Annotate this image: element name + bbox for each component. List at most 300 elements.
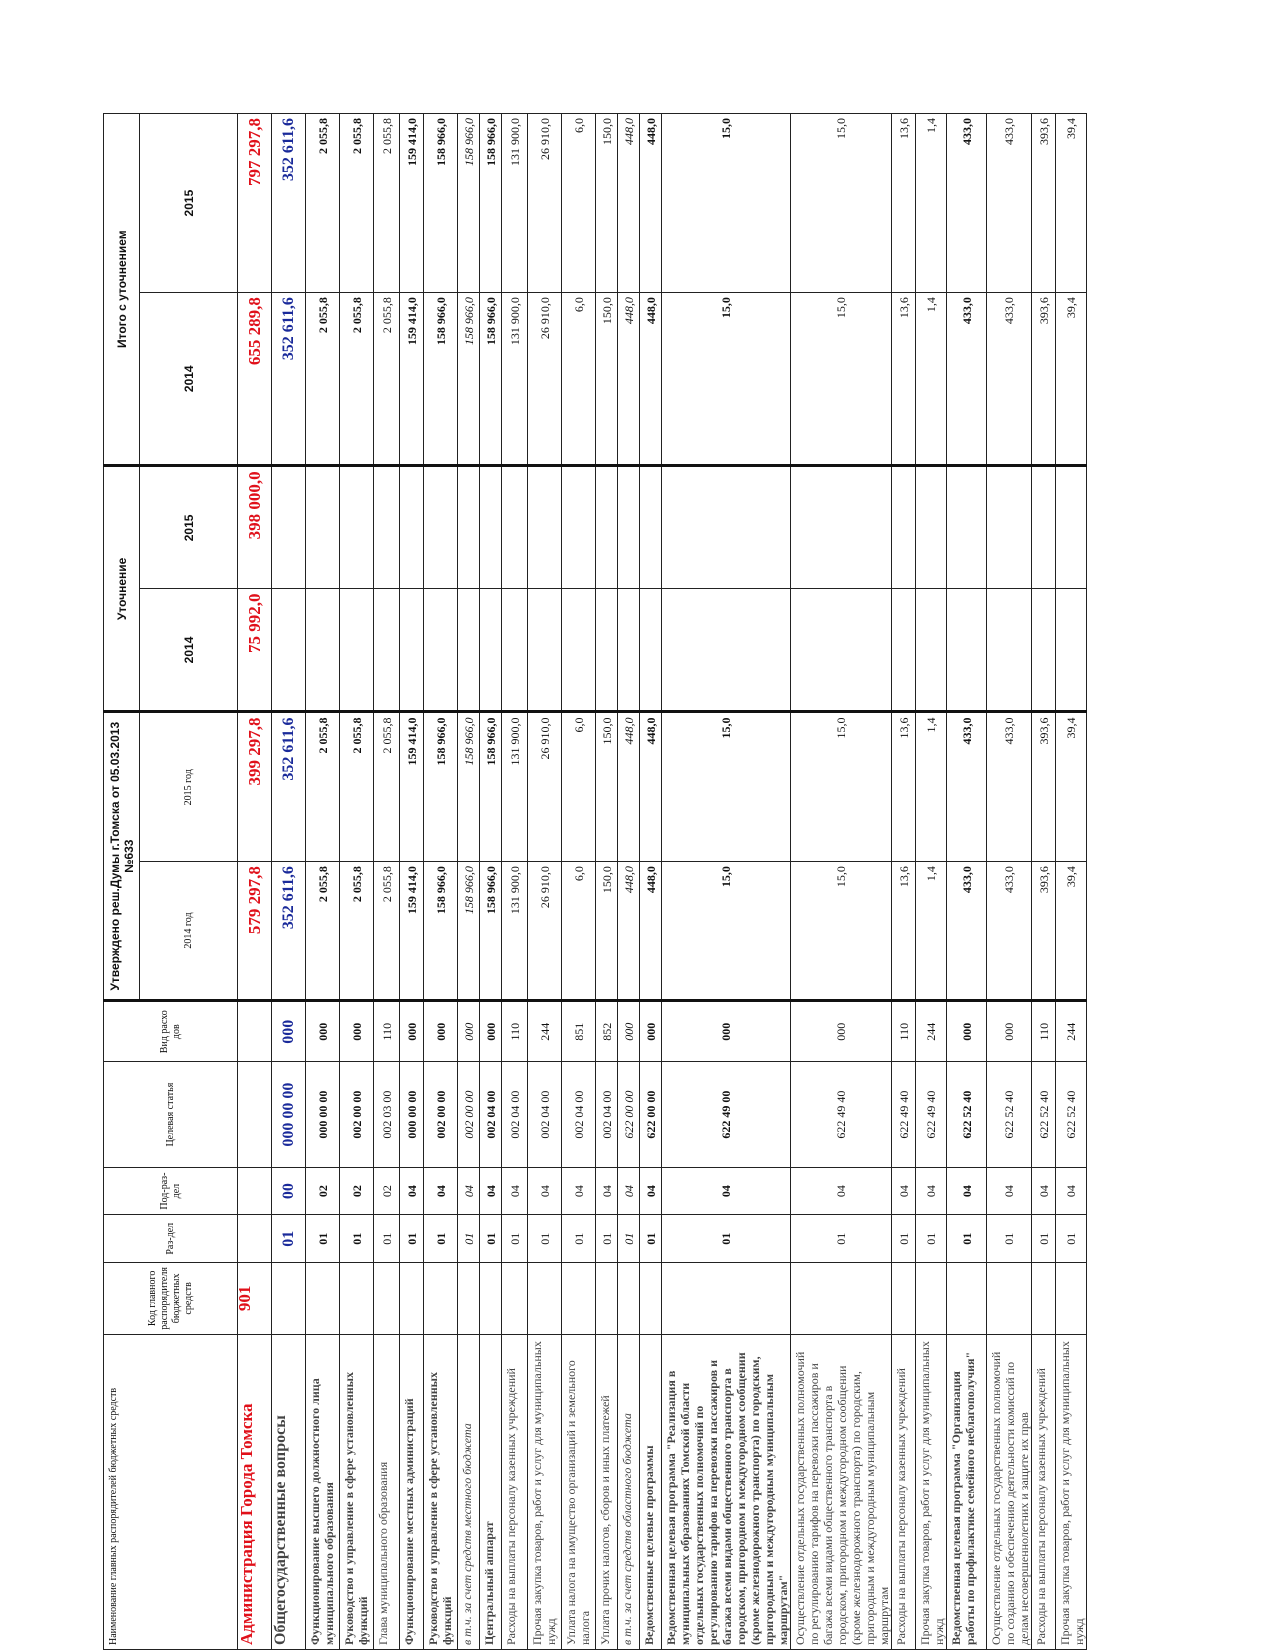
table-row [662, 114, 791, 1650]
cell-c2014 [662, 589, 791, 712]
cell-t2015: 393,6 [1032, 114, 1056, 293]
cell-t2014: 13,6 [892, 293, 916, 466]
cell-razdel: 01 [916, 1215, 947, 1263]
cell-name: в т.ч. за счет средств областного бюджета [618, 1334, 640, 1649]
cell-name: Руководство и управление в сфере установленных функций [424, 1334, 458, 1649]
cell-code [662, 1263, 791, 1335]
cell-podrazdel: 04 [662, 1167, 791, 1215]
cell-c2015: 398 000,0 [238, 466, 272, 589]
cell-t2014: 2 055,8 [340, 293, 374, 466]
cell-t2014: 150,0 [596, 293, 618, 466]
cell-razdel: 01 [480, 1215, 502, 1263]
cell-name: Расходы на выплаты персоналу казенных учреждений [502, 1334, 528, 1649]
cell-t2014: 159 414,0 [400, 293, 424, 466]
cell-c2014 [480, 589, 502, 712]
cell-podrazdel: 04 [424, 1167, 458, 1215]
cell-razdel: 01 [947, 1215, 987, 1263]
table-row [640, 114, 662, 1650]
cell-a2014: 448,0 [618, 862, 640, 1001]
cell-tsel: 622 52 40 [947, 1062, 987, 1167]
cell-t2015: 1,4 [916, 114, 947, 293]
cell-podrazdel: 04 [892, 1167, 916, 1215]
cell-c2014 [618, 589, 640, 712]
cell-c2015 [272, 466, 306, 589]
cell-vid: 000 [987, 1000, 1032, 1061]
cell-c2014 [791, 589, 892, 712]
cell-c2014 [1056, 589, 1087, 712]
cell-tsel: 002 04 00 [596, 1062, 618, 1167]
header-approved-2014: 2014 год [140, 862, 238, 1001]
cell-tsel: 002 04 00 [528, 1062, 562, 1167]
cell-t2014: 158 966,0 [458, 293, 480, 466]
cell-razdel: 01 [306, 1215, 340, 1263]
cell-code [987, 1263, 1032, 1335]
cell-a2015: 433,0 [947, 712, 987, 862]
cell-tsel: 002 04 00 [502, 1062, 528, 1167]
cell-a2014: 158 966,0 [424, 862, 458, 1001]
cell-tsel: 000 00 00 [306, 1062, 340, 1167]
table-row [528, 114, 562, 1650]
table-row [987, 114, 1032, 1650]
cell-podrazdel: 02 [340, 1167, 374, 1215]
cell-podrazdel: 04 [562, 1167, 596, 1215]
cell-tsel: 622 52 40 [1056, 1062, 1087, 1167]
cell-a2014: 433,0 [947, 862, 987, 1001]
table-row [238, 114, 272, 1650]
cell-name: Уплата налога на имущество организаций и земельного налога [562, 1334, 596, 1649]
cell-vid: 000 [791, 1000, 892, 1061]
cell-razdel: 01 [892, 1215, 916, 1263]
cell-t2015: 448,0 [618, 114, 640, 293]
table-row [400, 114, 424, 1650]
cell-c2014 [306, 589, 340, 712]
cell-a2014: 393,6 [1032, 862, 1056, 1001]
header-name: Наименование главных распорядителей бюджетных средств [104, 1334, 238, 1649]
cell-c2015 [400, 466, 424, 589]
cell-razdel: 01 [340, 1215, 374, 1263]
table-row [618, 114, 640, 1650]
cell-a2014: 39,4 [1056, 862, 1087, 1001]
table-row [340, 114, 374, 1650]
cell-a2015: 158 966,0 [458, 712, 480, 862]
cell-vid: 000 [640, 1000, 662, 1061]
cell-razdel: 01 [791, 1215, 892, 1263]
cell-name: Ведомственная целевая программа "Реализация в муниципальных образованиях Томской области отдельных государственных полномочий по регулированию тарифов на перевозки пассажиров и багажа всеми видами общественного транспорта в городском, пригородном и междугородном сообщении (кроме железнодорожного транспорта) по городским, пригородным и междугородным муниципальным маршрутам" [662, 1334, 791, 1649]
header-tsel: Целевая статья [104, 1062, 238, 1167]
cell-t2015: 448,0 [640, 114, 662, 293]
cell-vid: 000 [618, 1000, 640, 1061]
cell-c2014 [1032, 589, 1056, 712]
cell-c2014 [640, 589, 662, 712]
cell-a2015: 6,0 [562, 712, 596, 862]
cell-a2014: 2 055,8 [374, 862, 400, 1001]
cell-name: Общегосударственные вопросы [272, 1334, 306, 1649]
cell-a2015: 15,0 [662, 712, 791, 862]
table-row [480, 114, 502, 1650]
cell-a2014: 13,6 [892, 862, 916, 1001]
cell-razdel: 01 [374, 1215, 400, 1263]
cell-t2014: 131 900,0 [502, 293, 528, 466]
cell-vid: 244 [528, 1000, 562, 1061]
cell-c2014 [400, 589, 424, 712]
cell-c2015 [791, 466, 892, 589]
table-row [306, 114, 340, 1650]
cell-t2015: 15,0 [662, 114, 791, 293]
cell-a2014: 159 414,0 [400, 862, 424, 1001]
cell-podrazdel: 00 [272, 1167, 306, 1215]
cell-code [480, 1263, 502, 1335]
budget-sheet [103, 113, 1275, 1650]
cell-c2015 [424, 466, 458, 589]
cell-name: Прочая закупка товаров, работ и услуг для муниципальных нужд [528, 1334, 562, 1649]
cell-a2014: 131 900,0 [502, 862, 528, 1001]
cell-c2014: 75 992,0 [238, 589, 272, 712]
cell-a2015: 15,0 [791, 712, 892, 862]
table-row [947, 114, 987, 1650]
cell-a2014: 15,0 [791, 862, 892, 1001]
cell-razdel: 01 [562, 1215, 596, 1263]
header-approved: Утверждено реш.Думы г.Томска от 05.03.2013 №633 [104, 712, 140, 1000]
cell-a2014: 6,0 [562, 862, 596, 1001]
cell-vid [238, 1000, 272, 1061]
cell-name: Руководство и управление в сфере установленных функций [340, 1334, 374, 1649]
cell-razdel: 01 [272, 1215, 306, 1263]
cell-c2015 [892, 466, 916, 589]
table-row [374, 114, 400, 1650]
cell-a2014: 448,0 [640, 862, 662, 1001]
cell-c2014 [424, 589, 458, 712]
cell-code [400, 1263, 424, 1335]
cell-t2015: 26 910,0 [528, 114, 562, 293]
cell-c2014 [374, 589, 400, 712]
cell-name: Осуществление отдельных государственных полномочий по созданию и обеспечению деятельности комиссий по делам несовершеннолетних и защите их прав [987, 1334, 1032, 1649]
cell-a2014: 433,0 [987, 862, 1032, 1001]
cell-a2014: 158 966,0 [458, 862, 480, 1001]
cell-code [272, 1263, 306, 1335]
cell-c2014 [340, 589, 374, 712]
cell-name: Ведомственная целевая программа "Организация работы по профилактике семейного неблагополучия" [947, 1334, 987, 1649]
cell-c2015 [596, 466, 618, 589]
header-changes-2014: 2014 [140, 589, 238, 712]
cell-a2015: 433,0 [987, 712, 1032, 862]
cell-tsel: 000 00 00 [272, 1062, 306, 1167]
cell-vid: 000 [458, 1000, 480, 1061]
cell-podrazdel [238, 1167, 272, 1215]
cell-a2015: 26 910,0 [528, 712, 562, 862]
table-row [458, 114, 480, 1650]
cell-code [1032, 1263, 1056, 1335]
cell-tsel: 002 00 00 [458, 1062, 480, 1167]
cell-c2015 [640, 466, 662, 589]
cell-t2015: 352 611,6 [272, 114, 306, 293]
cell-c2014 [458, 589, 480, 712]
header-code: Код главного распорядителя бюджетных средств [104, 1263, 238, 1335]
cell-t2014: 448,0 [618, 293, 640, 466]
cell-razdel: 01 [528, 1215, 562, 1263]
cell-podrazdel: 04 [596, 1167, 618, 1215]
cell-razdel: 01 [596, 1215, 618, 1263]
cell-c2015 [1032, 466, 1056, 589]
cell-podrazdel: 04 [916, 1167, 947, 1215]
cell-code [947, 1263, 987, 1335]
cell-vid: 110 [892, 1000, 916, 1061]
cell-t2014: 352 611,6 [272, 293, 306, 466]
cell-podrazdel: 02 [306, 1167, 340, 1215]
table-body [235, 114, 1087, 1650]
cell-name: Осуществление отдельных государственных полномочий по регулированию тарифов на перевозки пассажиров и багажа всеми видами общественного транспорта в городском, пригородном и междугородном сообщении (кроме железнодорожного транспорта) по городским, пригородным и междугородным муниципальным маршрутам [791, 1334, 892, 1649]
cell-c2015 [987, 466, 1032, 589]
cell-c2014 [987, 589, 1032, 712]
header-vid: Вид расхо дов [104, 1000, 238, 1061]
cell-a2014: 1,4 [916, 862, 947, 1001]
cell-a2015: 159 414,0 [400, 712, 424, 862]
cell-name: Прочая закупка товаров, работ и услуг для муниципальных нужд [1056, 1334, 1087, 1649]
cell-vid: 000 [424, 1000, 458, 1061]
header-changes: Уточнение [104, 466, 140, 712]
cell-code [892, 1263, 916, 1335]
cell-t2015: 159 414,0 [400, 114, 424, 293]
cell-t2014: 158 966,0 [480, 293, 502, 466]
cell-a2015: 131 900,0 [502, 712, 528, 862]
cell-name: Расходы на выплаты персоналу казенных учреждений [1032, 1334, 1056, 1649]
table-row [892, 114, 916, 1650]
cell-vid: 000 [306, 1000, 340, 1061]
cell-t2015: 433,0 [947, 114, 987, 293]
cell-t2015: 39,4 [1056, 114, 1087, 293]
cell-a2015: 399 297,8 [238, 712, 272, 862]
cell-t2014: 158 966,0 [424, 293, 458, 466]
cell-a2014: 2 055,8 [340, 862, 374, 1001]
cell-t2015: 158 966,0 [480, 114, 502, 293]
cell-razdel: 01 [987, 1215, 1032, 1263]
table-row [424, 114, 458, 1650]
cell-tsel: 002 00 00 [340, 1062, 374, 1167]
table-row [596, 114, 618, 1650]
cell-razdel: 01 [1056, 1215, 1087, 1263]
cell-t2014: 6,0 [562, 293, 596, 466]
cell-podrazdel: 04 [458, 1167, 480, 1215]
cell-a2015: 158 966,0 [424, 712, 458, 862]
cell-vid: 110 [374, 1000, 400, 1061]
cell-c2014 [502, 589, 528, 712]
cell-razdel: 01 [618, 1215, 640, 1263]
cell-t2014: 2 055,8 [374, 293, 400, 466]
cell-podrazdel: 04 [1056, 1167, 1087, 1215]
cell-tsel: 000 00 00 [400, 1062, 424, 1167]
cell-podrazdel: 04 [987, 1167, 1032, 1215]
cell-t2014: 448,0 [640, 293, 662, 466]
cell-tsel: 622 49 40 [791, 1062, 892, 1167]
cell-code [458, 1263, 480, 1335]
cell-c2015 [1056, 466, 1087, 589]
cell-code [791, 1263, 892, 1335]
cell-a2014: 150,0 [596, 862, 618, 1001]
table-row [562, 114, 596, 1650]
header-razdel: Раз-дел [104, 1215, 238, 1263]
cell-t2015: 2 055,8 [340, 114, 374, 293]
table-row [1032, 114, 1056, 1650]
cell-tsel: 622 49 00 [662, 1062, 791, 1167]
cell-t2014: 26 910,0 [528, 293, 562, 466]
cell-podrazdel: 04 [640, 1167, 662, 1215]
cell-tsel: 002 04 00 [562, 1062, 596, 1167]
cell-code [1056, 1263, 1087, 1335]
cell-code [340, 1263, 374, 1335]
cell-c2014 [528, 589, 562, 712]
cell-name: Администрация Города Томска [238, 1334, 272, 1649]
cell-podrazdel: 04 [791, 1167, 892, 1215]
cell-vid: 244 [916, 1000, 947, 1061]
cell-code [306, 1263, 340, 1335]
cell-razdel: 01 [640, 1215, 662, 1263]
cell-t2015: 2 055,8 [374, 114, 400, 293]
cell-code [916, 1263, 947, 1335]
cell-vid: 110 [1032, 1000, 1056, 1061]
header-approved-2015: 2015 год [140, 712, 238, 862]
cell-a2015: 150,0 [596, 712, 618, 862]
cell-c2015 [306, 466, 340, 589]
cell-tsel [238, 1062, 272, 1167]
cell-razdel: 01 [662, 1215, 791, 1263]
cell-name: Глава муниципального образования [374, 1334, 400, 1649]
cell-tsel: 622 52 40 [987, 1062, 1032, 1167]
cell-a2015: 448,0 [618, 712, 640, 862]
cell-a2015: 2 055,8 [374, 712, 400, 862]
cell-tsel: 622 00 00 [640, 1062, 662, 1167]
cell-razdel: 01 [458, 1215, 480, 1263]
cell-a2015: 13,6 [892, 712, 916, 862]
cell-vid: 852 [596, 1000, 618, 1061]
cell-c2014 [916, 589, 947, 712]
table-row [1056, 114, 1087, 1650]
cell-tsel: 002 00 00 [424, 1062, 458, 1167]
cell-t2014: 2 055,8 [306, 293, 340, 466]
cell-vid: 851 [562, 1000, 596, 1061]
cell-t2014: 655 289,8 [238, 293, 272, 466]
cell-t2015: 150,0 [596, 114, 618, 293]
cell-podrazdel: 04 [947, 1167, 987, 1215]
cell-name: Функционирование местных администраций [400, 1334, 424, 1649]
cell-t2015: 158 966,0 [458, 114, 480, 293]
cell-razdel: 01 [400, 1215, 424, 1263]
cell-podrazdel: 04 [528, 1167, 562, 1215]
cell-code: 901 [238, 1263, 272, 1335]
cell-podrazdel: 04 [618, 1167, 640, 1215]
cell-tsel: 622 52 40 [1032, 1062, 1056, 1167]
cell-podrazdel: 04 [1032, 1167, 1056, 1215]
rotated-page [103, 113, 1275, 1650]
cell-t2014: 393,6 [1032, 293, 1056, 466]
cell-c2014 [892, 589, 916, 712]
cell-tsel: 002 04 00 [480, 1062, 502, 1167]
cell-vid: 000 [662, 1000, 791, 1061]
cell-t2015: 158 966,0 [424, 114, 458, 293]
cell-t2014: 15,0 [662, 293, 791, 466]
cell-vid: 000 [480, 1000, 502, 1061]
cell-t2014: 15,0 [791, 293, 892, 466]
cell-c2015 [340, 466, 374, 589]
cell-a2015: 2 055,8 [306, 712, 340, 862]
cell-t2014: 1,4 [916, 293, 947, 466]
cell-code [640, 1263, 662, 1335]
cell-c2015 [502, 466, 528, 589]
table-row [791, 114, 892, 1650]
cell-tsel: 622 49 40 [892, 1062, 916, 1167]
table-row [916, 114, 947, 1650]
cell-podrazdel: 04 [480, 1167, 502, 1215]
cell-a2015: 352 611,6 [272, 712, 306, 862]
cell-code [374, 1263, 400, 1335]
cell-t2015: 131 900,0 [502, 114, 528, 293]
cell-name: Центральный аппарат [480, 1334, 502, 1649]
cell-a2015: 1,4 [916, 712, 947, 862]
cell-t2015: 6,0 [562, 114, 596, 293]
cell-code [562, 1263, 596, 1335]
cell-a2014: 15,0 [662, 862, 791, 1001]
cell-code [528, 1263, 562, 1335]
cell-code [618, 1263, 640, 1335]
header-changes-2015: 2015 [140, 466, 238, 589]
cell-name: Функционирование высшего должностного лица муниципального образования [306, 1334, 340, 1649]
cell-c2015 [618, 466, 640, 589]
cell-tsel: 622 49 40 [916, 1062, 947, 1167]
budget-table [103, 113, 1087, 1650]
cell-t2015: 13,6 [892, 114, 916, 293]
header-total-2014: 2014 [140, 293, 238, 466]
cell-vid: 000 [400, 1000, 424, 1061]
cell-c2015 [480, 466, 502, 589]
cell-t2014: 39,4 [1056, 293, 1087, 466]
cell-vid: 244 [1056, 1000, 1087, 1061]
cell-c2015 [916, 466, 947, 589]
cell-podrazdel: 04 [400, 1167, 424, 1215]
cell-razdel [238, 1215, 272, 1263]
cell-a2014: 352 611,6 [272, 862, 306, 1001]
cell-t2015: 797 297,8 [238, 114, 272, 293]
cell-a2015: 39,4 [1056, 712, 1087, 862]
cell-a2015: 393,6 [1032, 712, 1056, 862]
cell-a2014: 26 910,0 [528, 862, 562, 1001]
cell-a2014: 158 966,0 [480, 862, 502, 1001]
cell-name: в т.ч. за счет средств местного бюджета [458, 1334, 480, 1649]
cell-a2015: 158 966,0 [480, 712, 502, 862]
cell-c2014 [947, 589, 987, 712]
header-podrazdel: Под-раз-дел [104, 1167, 238, 1215]
cell-code [424, 1263, 458, 1335]
cell-c2015 [562, 466, 596, 589]
cell-razdel: 01 [1032, 1215, 1056, 1263]
cell-podrazdel: 04 [502, 1167, 528, 1215]
cell-t2014: 433,0 [987, 293, 1032, 466]
cell-c2015 [458, 466, 480, 589]
cell-c2015 [662, 466, 791, 589]
cell-t2015: 433,0 [987, 114, 1032, 293]
cell-t2014: 433,0 [947, 293, 987, 466]
cell-c2014 [596, 589, 618, 712]
cell-vid: 000 [947, 1000, 987, 1061]
cell-c2015 [947, 466, 987, 589]
header-total: Итого с уточнением [104, 114, 140, 466]
cell-podrazdel: 02 [374, 1167, 400, 1215]
cell-c2015 [374, 466, 400, 589]
cell-vid: 110 [502, 1000, 528, 1061]
cell-c2014 [272, 589, 306, 712]
cell-a2015: 2 055,8 [340, 712, 374, 862]
cell-tsel: 002 03 00 [374, 1062, 400, 1167]
cell-t2015: 15,0 [791, 114, 892, 293]
cell-a2014: 2 055,8 [306, 862, 340, 1001]
cell-code [596, 1263, 618, 1335]
